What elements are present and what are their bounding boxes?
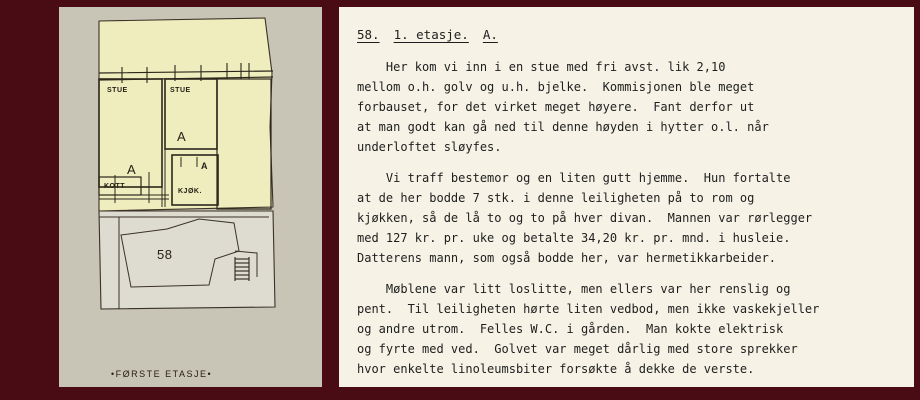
room-label-kott: KOTT <box>104 183 126 190</box>
room-marker-a: A <box>177 129 187 144</box>
text-line: at man godt kan gå ned til denne høyden i hytter o.l. når <box>357 120 769 134</box>
text-line: hvor enkelte linoleumsbiter forsøkte å dekke de verste. <box>357 362 755 376</box>
room-label-kjokk: KJØK. <box>178 188 202 195</box>
floor-plan-panel <box>59 7 322 387</box>
text-line: Vi traff bestemor og en liten gutt hjemme. Hun fortalte <box>357 171 791 185</box>
text-line: og andre utrom. Felles W.C. i gården. Man kokte elektrisk <box>357 322 784 336</box>
text-line: forbauset, for det virket meget høyere. Fant derfor ut <box>357 100 755 114</box>
text-line: kjøkken, så de lå to og to på hver divan. Mannen var rørlegger <box>357 211 813 225</box>
text-line: Datterens mann, som også bodde her, var hermetikkarbeider. <box>357 251 777 265</box>
room-marker-a: A <box>201 161 208 171</box>
floor-plan-drawing <box>59 7 322 387</box>
document-paragraph <box>357 279 898 379</box>
document-heading <box>357 27 498 43</box>
room-label-stue-right: STUE <box>170 87 191 94</box>
plan-caption: •FØRSTE ETASJE• <box>111 369 213 379</box>
text-line: Møblene var litt loslitte, men ellers var her renslig og <box>357 282 791 296</box>
heading-marker: A. <box>482 27 498 42</box>
heading-number: 58. <box>357 27 380 42</box>
text-line: Her kom vi inn i en stue med fri avst. lik 2,10 <box>357 60 726 74</box>
text-line: med 127 kr. pr. uke og betalte 34,20 kr. pr. mnd. i husleie. <box>357 231 791 245</box>
heading-floor: 1. etasje. <box>393 27 469 42</box>
text-line: at de her bodde 7 stk. i denne leiligheten på to rom og <box>357 191 755 205</box>
document-paragraph <box>357 168 898 268</box>
room-marker-a: A <box>127 162 137 177</box>
apartment-number-label: 58 <box>157 247 173 262</box>
text-line: mellom o.h. golv og u.h. bjelke. Kommisjonen ble meget <box>357 80 755 94</box>
text-line: pent. Til leiligheten hørte liten vedbod, men ikke vaskekjeller <box>357 302 820 316</box>
text-line: og fyrte med ved. Golvet var meget dårlig med store sprekker <box>357 342 798 356</box>
room-label-stue-left: STUE <box>107 87 128 94</box>
text-line: underloftet sløyfes. <box>357 140 502 154</box>
document-paragraph <box>357 57 898 157</box>
document-panel <box>339 7 914 387</box>
